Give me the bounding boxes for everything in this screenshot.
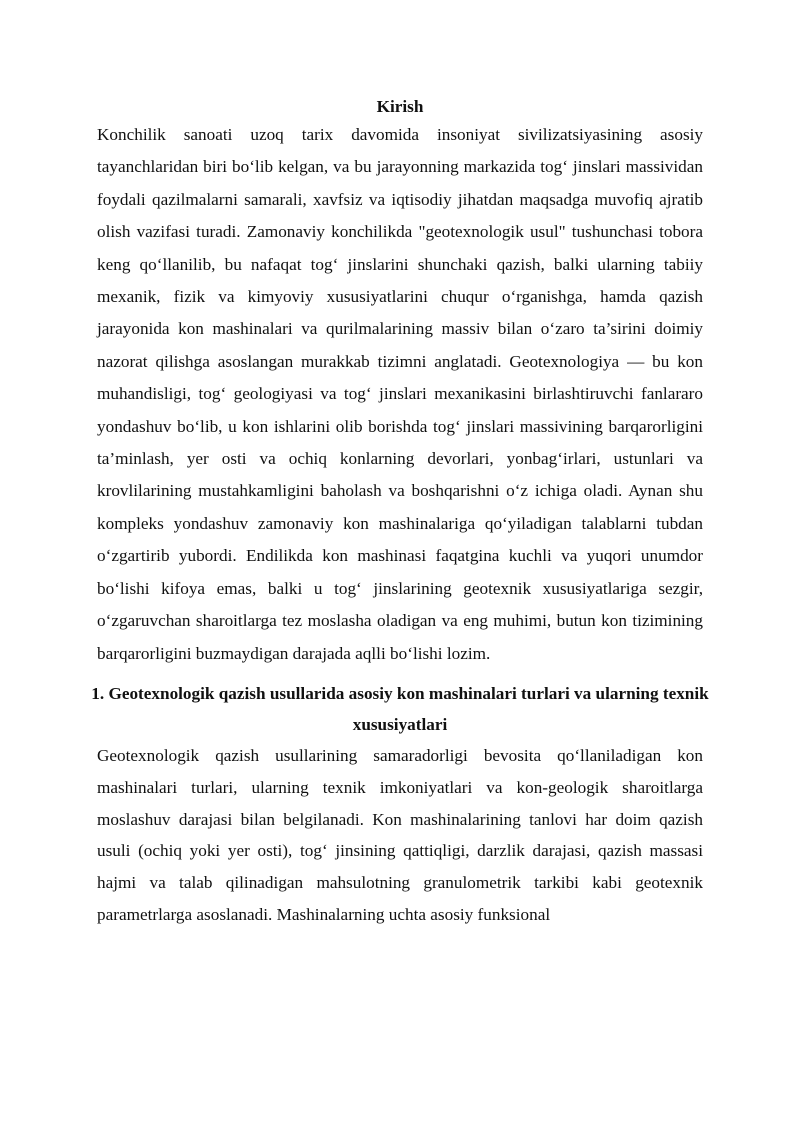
intro-paragraph: Konchilik sanoati uzoq tarix davomida insoniyat sivilizatsiyasining asosiy tayanchlaridan biri bo‘lib kelgan, va bu jarayonning markazida tog‘ jinslari massividan foydali qazilmalarni samarali, xavfsiz va iqtisodiy jihatdan maqsadga muvofiq ajratib olish vazifasi turadi. Zamonaviy konchilikda "geotexnologik usul" tushunchasi tobora keng qo‘llanilib, bu nafaqat tog‘ jinslarini shunchaki qazish, balki ularning tabiiy mexanik, fizik va kimyoviy xususiyatlarini chuqur o‘rganishga, hamda qazish jarayonida kon mashinalari va qurilmalarining massiv bilan o‘zaro ta’sirini doimiy nazorat qilishga asoslangan murakkab tizimni anglatadi. Geotexnologiya — bu kon muhandisligi, tog‘ geologiyasi va tog‘ jinslari mexanikasini birlashtiruvchi fanlararo yondashuv bo‘lib, u kon ishlarini olib borishda tog‘ jinslari massivining barqarorligini ta’minlash, yer osti va ochiq konlarning devorlari, yonbag‘irlari, ustunlari va krovlilarining mustahkamligini baholash va boshqarishni o‘z ichiga oladi. Aynan shu kompleks yondashuv zamonaviy kon mashinalariga qo‘yiladigan talablarni tubdan o‘zgartirib yubordi. Endilikda kon mashinasi faqatgina kuchli va yuqori unumdor bo‘lishi kifoya emas, balki u tog‘ jinslarining geotexnik xususiyatlariga sezgir, o‘zgaruvchan sharoitlarga tez moslasha oladigan va eng muhimi, butun kon tizimining barqarorligini buzmaydigan darajada aqlli bo‘lishi lozim. (97, 125, 703, 663)
section-paragraph: Geotexnologik qazish usullarining samaradorligi bevosita qo‘llaniladigan kon mashinalari turlari, ularning texnik imkoniyatlari va kon-geologik sharoitlarga moslashuv darajasi bilan belgilanadi. Kon mashinalarining tanlovi har doim qazish usuli (ochiq yoki yer osti), tog‘ jinsining qattiqligi, darzlik darajasi, qazish massasi hajmi va talab qilinadigan mahsulotning granulometrik tarkibi kabi geotexnik parametrlarga asoslanadi. Mashinalarning uchta asosiy funksional (97, 745, 703, 924)
section-heading: 1. Geotexnologik qazish usullarida asosiy kon mashinalari turlari va ularning texnik xususiyatlari (91, 683, 709, 734)
page-title: Kirish (376, 97, 424, 116)
page-content (91, 95, 709, 932)
